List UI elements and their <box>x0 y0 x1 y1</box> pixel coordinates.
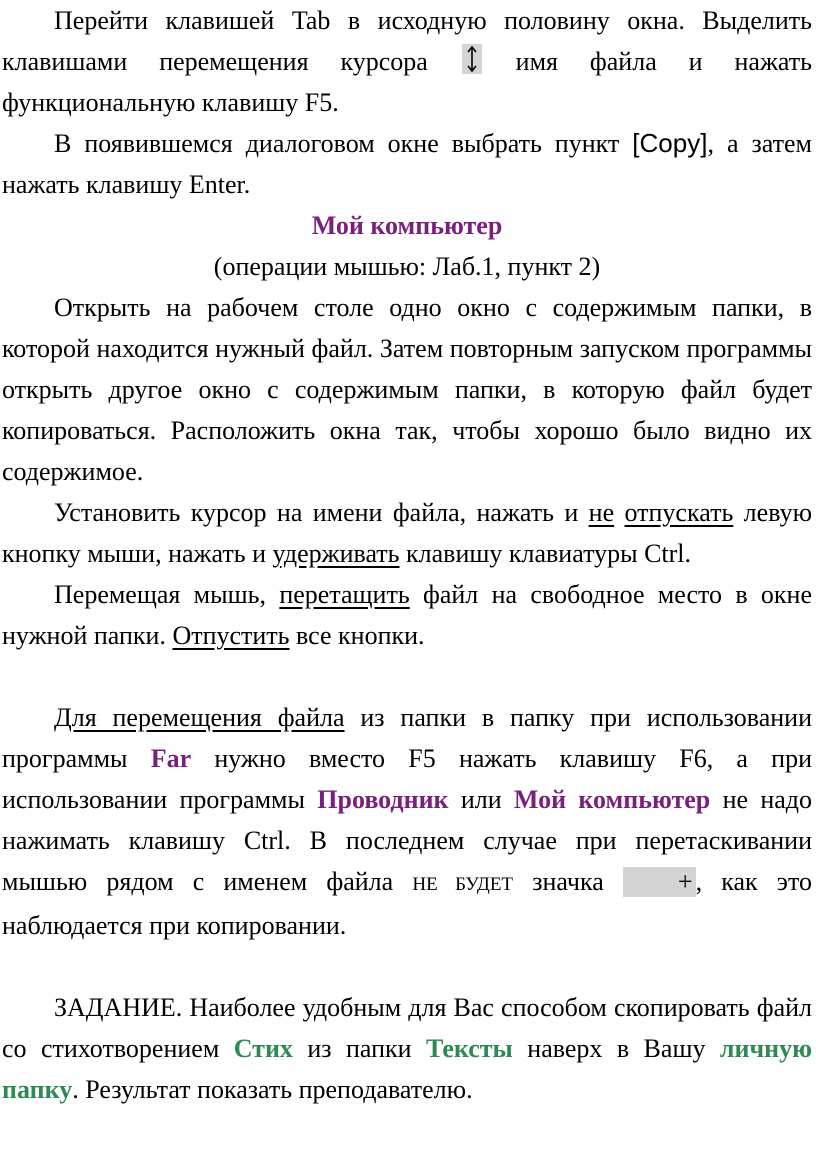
text-fragment: наверх в Вашу <box>512 1034 720 1063</box>
underlined-word: отпускать <box>624 498 734 527</box>
text-fragment: , как это наблюдается при копировании. <box>2 867 812 940</box>
text-fragment: клавишу клавиатуры Ctrl. <box>399 539 692 568</box>
text-fragment: . Результат показать преподавателю. <box>72 1075 473 1104</box>
text-fragment: левую кнопку мыши, нажать и <box>2 498 813 568</box>
text-fragment: Перемещая мышь, <box>54 580 280 609</box>
subheading-text: (операции мышью: Лаб.1, пункт 2) <box>213 252 601 281</box>
section-heading <box>2 205 812 246</box>
text-fragment: файл на свободное место в окне нужной папки. <box>2 580 812 650</box>
text-fragment: В появившемся диалоговом окне выбрать пункт <box>54 129 633 158</box>
text-fragment: Перейти клавишей Tab в исходную половину окна. Выделить клавишами перемещения курсора <box>2 6 812 76</box>
text-fragment: , а затем нажать клавишу Enter. <box>2 129 812 199</box>
text-fragment: Открыть на рабочем столе одно окно с содержимым папки, в которой находится нужный файл. Затем повторным запуском программы открыть другое окно с содержимым папки, в которую файл будет копироваться. Расположить окна так, чтобы хорошо было видно их содержимое. <box>2 293 812 486</box>
program-name-explorer: Проводник <box>317 785 449 814</box>
paragraph-select-file <box>2 492 812 574</box>
plus-sign-badge: + <box>623 867 696 897</box>
paragraph-task <box>2 987 812 1110</box>
program-name-far: Far <box>150 744 192 773</box>
program-name-my-computer: Мой компьютер <box>513 785 711 814</box>
paragraph-move-file <box>2 697 812 946</box>
text-fragment: Установить курсор на имени файла, нажать и <box>54 498 589 527</box>
text-fragment: из папки в папку при использовании программы <box>2 703 812 773</box>
text-fragment: значка <box>513 867 623 896</box>
text-fragment: имя файла и нажать функциональную клавишу F5. <box>2 47 813 117</box>
underlined-phrase: Для перемещения файла <box>54 703 345 732</box>
text-fragment: или <box>448 785 514 814</box>
folder-name-texts: Тексты <box>426 1034 513 1063</box>
paragraph-tab-select <box>2 0 812 123</box>
caps-phrase: НЕ БУДЕТ <box>412 874 514 895</box>
text-fragment: все кнопки. <box>289 621 425 650</box>
paragraph-copy-dialog <box>2 123 812 205</box>
underlined-word: перетащить <box>279 580 410 609</box>
underlined-word: удерживать <box>272 539 400 568</box>
up-down-arrow-icon <box>462 44 482 74</box>
text-fragment: не надо нажимать клавишу Ctrl. В последнем случае при перетаскивании мышью рядом с именем файла <box>2 785 813 896</box>
heading-my-computer: Мой компьютер <box>311 211 503 240</box>
document-page <box>2 0 812 1110</box>
text-fragment: из папки <box>292 1034 426 1063</box>
underlined-word: Отпустить <box>172 621 290 650</box>
folder-name-personal: личную папку <box>2 1034 812 1104</box>
paragraph-open-windows <box>2 287 812 492</box>
section-subheading <box>2 246 812 287</box>
text-fragment: нужно вместо F5 нажать клавишу F6, а при использовании программы <box>2 744 812 814</box>
text-fragment: ЗАДАНИЕ. Наиболее удобным для Вас способом скопировать файл со стихотворением <box>2 993 812 1063</box>
copy-menu-item-label: [Copy] <box>632 128 708 158</box>
underlined-word: не <box>588 498 615 527</box>
text-fragment <box>614 498 624 527</box>
paragraph-drag-file <box>2 574 812 656</box>
file-name-poem: Стих <box>233 1034 293 1063</box>
